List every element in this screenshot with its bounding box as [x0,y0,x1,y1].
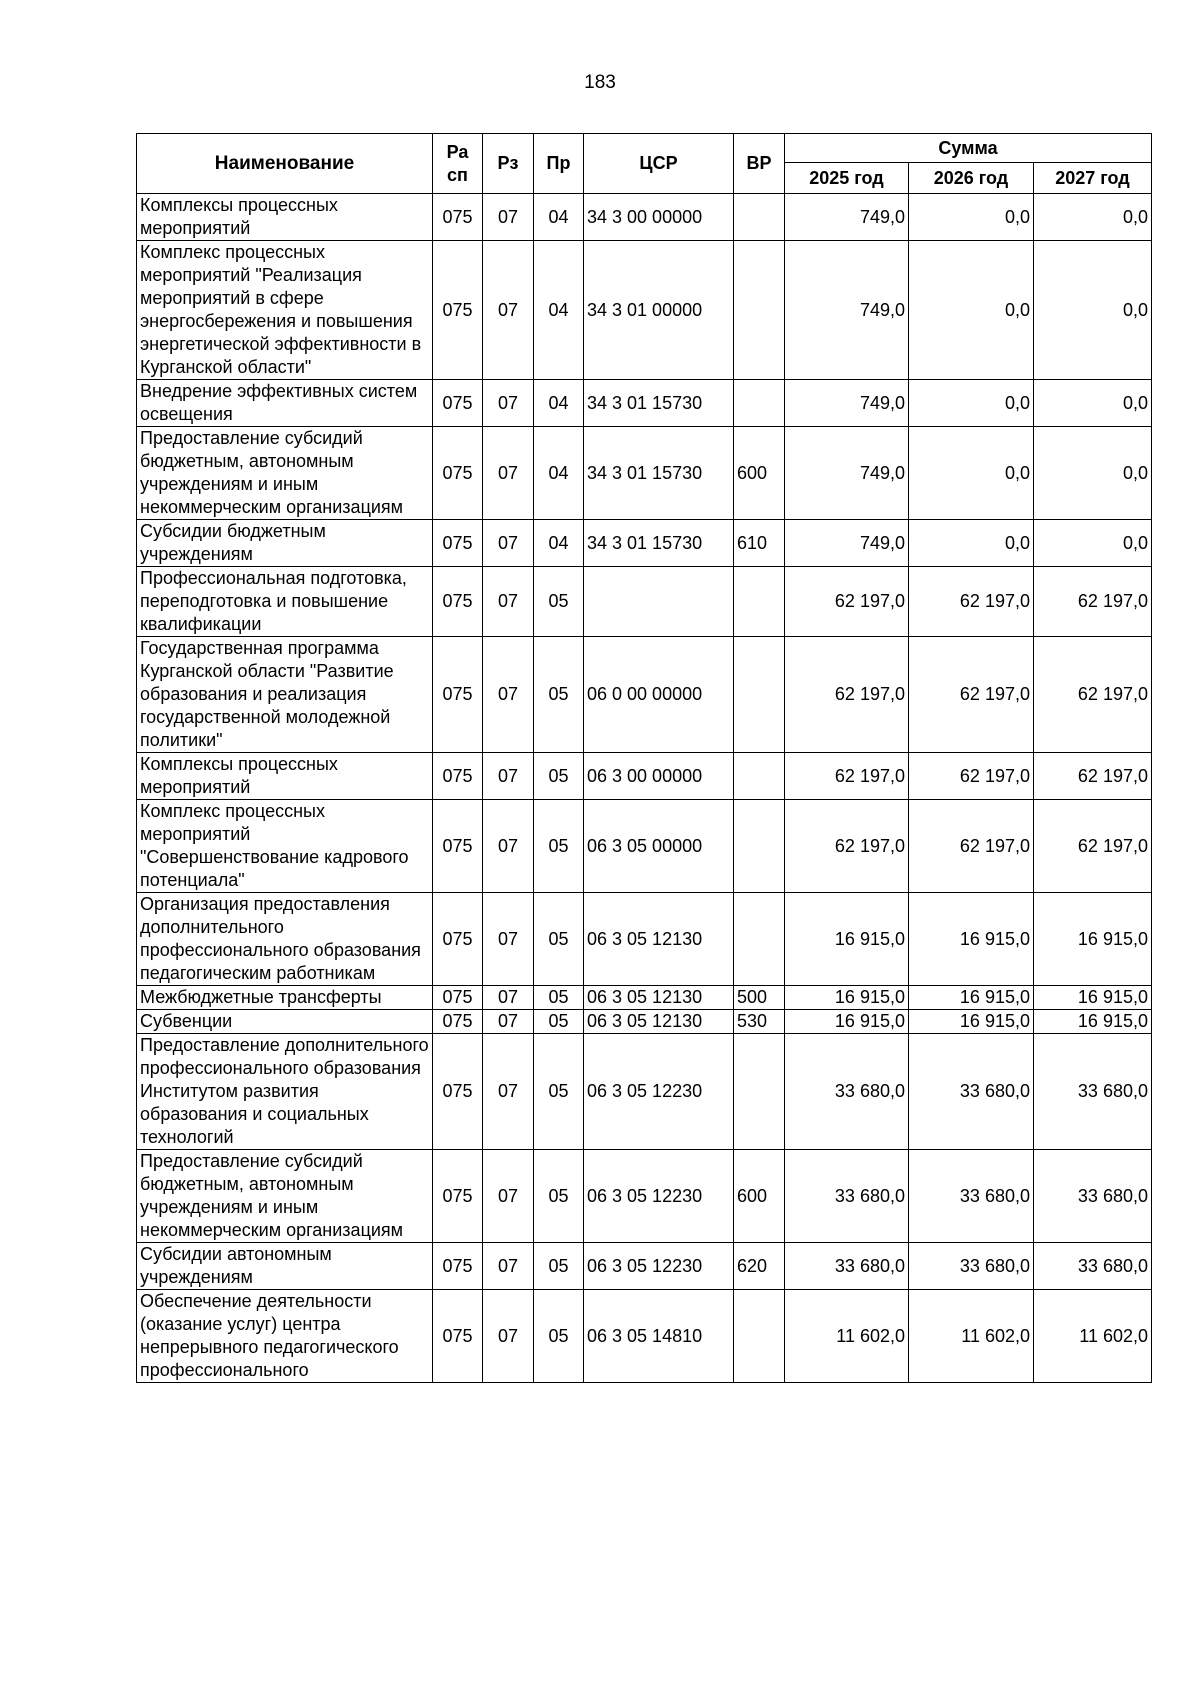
row-2026: 0,0 [909,520,1034,567]
header-year-2025: 2025 год [785,163,909,194]
row-pr: 05 [534,1034,584,1150]
row-pr: 05 [534,567,584,637]
row-2026: 62 197,0 [909,637,1034,753]
row-2026: 0,0 [909,241,1034,380]
row-csr: 06 3 05 12230 [584,1150,734,1243]
row-csr: 06 3 05 00000 [584,800,734,893]
row-vr: 600 [734,1150,785,1243]
header-rasp-line2: сп [447,164,468,185]
row-rasp: 075 [433,567,483,637]
row-rasp: 075 [433,800,483,893]
row-pr: 04 [534,241,584,380]
row-csr: 34 3 01 15730 [584,380,734,427]
row-2027: 0,0 [1034,427,1152,520]
row-2027: 0,0 [1034,380,1152,427]
row-2026: 33 680,0 [909,1150,1034,1243]
row-2025: 749,0 [785,520,909,567]
table-row [137,1243,1152,1290]
row-2027: 62 197,0 [1034,800,1152,893]
row-vr [734,753,785,800]
row-pr: 04 [534,520,584,567]
row-pr: 05 [534,1243,584,1290]
row-pr: 05 [534,637,584,753]
row-name: Предоставление субсидий бюджетным, автономным учреждениям и иным некоммерческим организациям [137,1150,433,1243]
row-2027: 0,0 [1034,520,1152,567]
row-rasp: 075 [433,427,483,520]
row-2025: 11 602,0 [785,1290,909,1383]
row-2025: 62 197,0 [785,637,909,753]
row-name: Организация предоставления дополнительного профессионального образования педагогическим работникам [137,893,433,986]
table-row [137,753,1152,800]
row-2025: 16 915,0 [785,1010,909,1034]
row-2025: 749,0 [785,427,909,520]
row-2026: 0,0 [909,380,1034,427]
row-name: Субсидии автономным учреждениям [137,1243,433,1290]
header-pr: Пр [534,134,584,194]
row-pr: 04 [534,427,584,520]
row-pr: 05 [534,986,584,1010]
row-csr: 06 0 00 00000 [584,637,734,753]
row-vr: 500 [734,986,785,1010]
row-2026: 16 915,0 [909,1010,1034,1034]
row-rasp: 075 [433,380,483,427]
row-2027: 11 602,0 [1034,1290,1152,1383]
row-name: Комплекс процессных мероприятий "Реализация мероприятий в сфере энергосбережения и повышения энергетической эффективности в Курганской области" [137,241,433,380]
row-rz: 07 [483,1034,534,1150]
row-rasp: 075 [433,986,483,1010]
row-csr: 06 3 05 12230 [584,1034,734,1150]
row-vr: 620 [734,1243,785,1290]
row-2027: 16 915,0 [1034,893,1152,986]
table-row [137,1010,1152,1034]
row-csr [584,567,734,637]
row-2025: 16 915,0 [785,986,909,1010]
row-2026: 62 197,0 [909,800,1034,893]
row-rasp: 075 [433,194,483,241]
row-2026: 0,0 [909,194,1034,241]
row-rz: 07 [483,194,534,241]
row-csr: 06 3 05 12130 [584,1010,734,1034]
table-body [137,194,1152,1383]
row-rz: 07 [483,893,534,986]
row-2026: 11 602,0 [909,1290,1034,1383]
row-2025: 749,0 [785,380,909,427]
row-2025: 16 915,0 [785,893,909,986]
table-row [137,637,1152,753]
table-row [137,986,1152,1010]
row-vr [734,567,785,637]
row-rz: 07 [483,1243,534,1290]
header-rasp-line1: Ра [446,141,469,162]
row-vr: 600 [734,427,785,520]
table-row [137,241,1152,380]
row-pr: 05 [534,800,584,893]
row-rasp: 075 [433,1290,483,1383]
budget-table [136,133,1152,1383]
row-name: Обеспечение деятельности (оказание услуг) центра непрерывного педагогического профессионального [137,1290,433,1383]
table-row [137,1034,1152,1150]
table-row [137,194,1152,241]
header-name: Наименование [137,134,433,194]
row-rasp: 075 [433,753,483,800]
row-rz: 07 [483,241,534,380]
row-rz: 07 [483,380,534,427]
row-rasp: 075 [433,893,483,986]
row-2027: 0,0 [1034,241,1152,380]
row-rz: 07 [483,1150,534,1243]
row-rasp: 075 [433,637,483,753]
row-vr [734,800,785,893]
row-name: Государственная программа Курганской области "Развитие образования и реализация государственной молодежной политики" [137,637,433,753]
row-csr: 06 3 00 00000 [584,753,734,800]
row-name: Межбюджетные трансферты [137,986,433,1010]
row-vr [734,1034,785,1150]
row-rz: 07 [483,567,534,637]
row-csr: 06 3 05 14810 [584,1290,734,1383]
row-vr [734,241,785,380]
row-vr [734,380,785,427]
row-pr: 05 [534,1290,584,1383]
row-csr: 34 3 00 00000 [584,194,734,241]
header-sum: Сумма [785,134,1152,163]
row-2026: 16 915,0 [909,986,1034,1010]
table-row [137,800,1152,893]
row-2027: 16 915,0 [1034,986,1152,1010]
table-row [137,380,1152,427]
row-name: Субсидии бюджетным учреждениям [137,520,433,567]
row-vr [734,194,785,241]
row-2027: 0,0 [1034,194,1152,241]
row-2027: 62 197,0 [1034,637,1152,753]
row-rasp: 075 [433,520,483,567]
row-vr [734,893,785,986]
row-2025: 62 197,0 [785,753,909,800]
row-name: Предоставление субсидий бюджетным, автономным учреждениям и иным некоммерческим организациям [137,427,433,520]
row-2026: 16 915,0 [909,893,1034,986]
row-rz: 07 [483,520,534,567]
row-csr: 34 3 01 15730 [584,520,734,567]
row-name: Комплексы процессных мероприятий [137,194,433,241]
row-rz: 07 [483,753,534,800]
row-rasp: 075 [433,241,483,380]
header-year-2026: 2026 год [909,163,1034,194]
row-name: Субвенции [137,1010,433,1034]
row-name: Внедрение эффективных систем освещения [137,380,433,427]
row-name: Комплексы процессных мероприятий [137,753,433,800]
row-pr: 04 [534,380,584,427]
page-number: 183 [584,72,616,93]
row-rasp: 075 [433,1243,483,1290]
row-2027: 62 197,0 [1034,753,1152,800]
row-2026: 33 680,0 [909,1243,1034,1290]
row-name: Предоставление дополнительного профессионального образования Институтом развития образования и социальных технологий [137,1034,433,1150]
row-2026: 62 197,0 [909,567,1034,637]
row-rasp: 075 [433,1010,483,1034]
table-row [137,893,1152,986]
table-row [137,1290,1152,1383]
row-pr: 04 [534,194,584,241]
row-vr: 610 [734,520,785,567]
header-csr: ЦСР [584,134,734,194]
row-vr: 530 [734,1010,785,1034]
row-2025: 749,0 [785,241,909,380]
row-2025: 33 680,0 [785,1150,909,1243]
row-pr: 05 [534,1150,584,1243]
row-rz: 07 [483,637,534,753]
row-vr [734,637,785,753]
table-row [137,567,1152,637]
row-csr: 06 3 05 12130 [584,893,734,986]
row-2027: 62 197,0 [1034,567,1152,637]
row-pr: 05 [534,893,584,986]
row-csr: 34 3 01 15730 [584,427,734,520]
row-name: Профессиональная подготовка, переподготовка и повышение квалификации [137,567,433,637]
row-rz: 07 [483,800,534,893]
row-rz: 07 [483,1290,534,1383]
table-row [137,1150,1152,1243]
row-2025: 62 197,0 [785,567,909,637]
row-vr [734,1290,785,1383]
row-rz: 07 [483,1010,534,1034]
row-2026: 62 197,0 [909,753,1034,800]
row-2025: 62 197,0 [785,800,909,893]
table-header [137,134,1152,194]
row-rasp: 075 [433,1034,483,1150]
row-2027: 33 680,0 [1034,1150,1152,1243]
table-row [137,427,1152,520]
row-rz: 07 [483,986,534,1010]
header-vr: ВР [734,134,785,194]
row-rasp: 075 [433,1150,483,1243]
row-2027: 16 915,0 [1034,1010,1152,1034]
row-2026: 33 680,0 [909,1034,1034,1150]
row-csr: 06 3 05 12130 [584,986,734,1010]
table-row [137,520,1152,567]
row-2027: 33 680,0 [1034,1034,1152,1150]
row-name: Комплекс процессных мероприятий "Совершенствование кадрового потенциала" [137,800,433,893]
header-rz: Рз [483,134,534,194]
row-2025: 749,0 [785,194,909,241]
row-rz: 07 [483,427,534,520]
row-pr: 05 [534,1010,584,1034]
header-year-2027: 2027 год [1034,163,1152,194]
header-rasp [433,134,483,194]
row-2026: 0,0 [909,427,1034,520]
row-pr: 05 [534,753,584,800]
row-csr: 34 3 01 00000 [584,241,734,380]
row-2025: 33 680,0 [785,1034,909,1150]
row-csr: 06 3 05 12230 [584,1243,734,1290]
row-2025: 33 680,0 [785,1243,909,1290]
row-2027: 33 680,0 [1034,1243,1152,1290]
